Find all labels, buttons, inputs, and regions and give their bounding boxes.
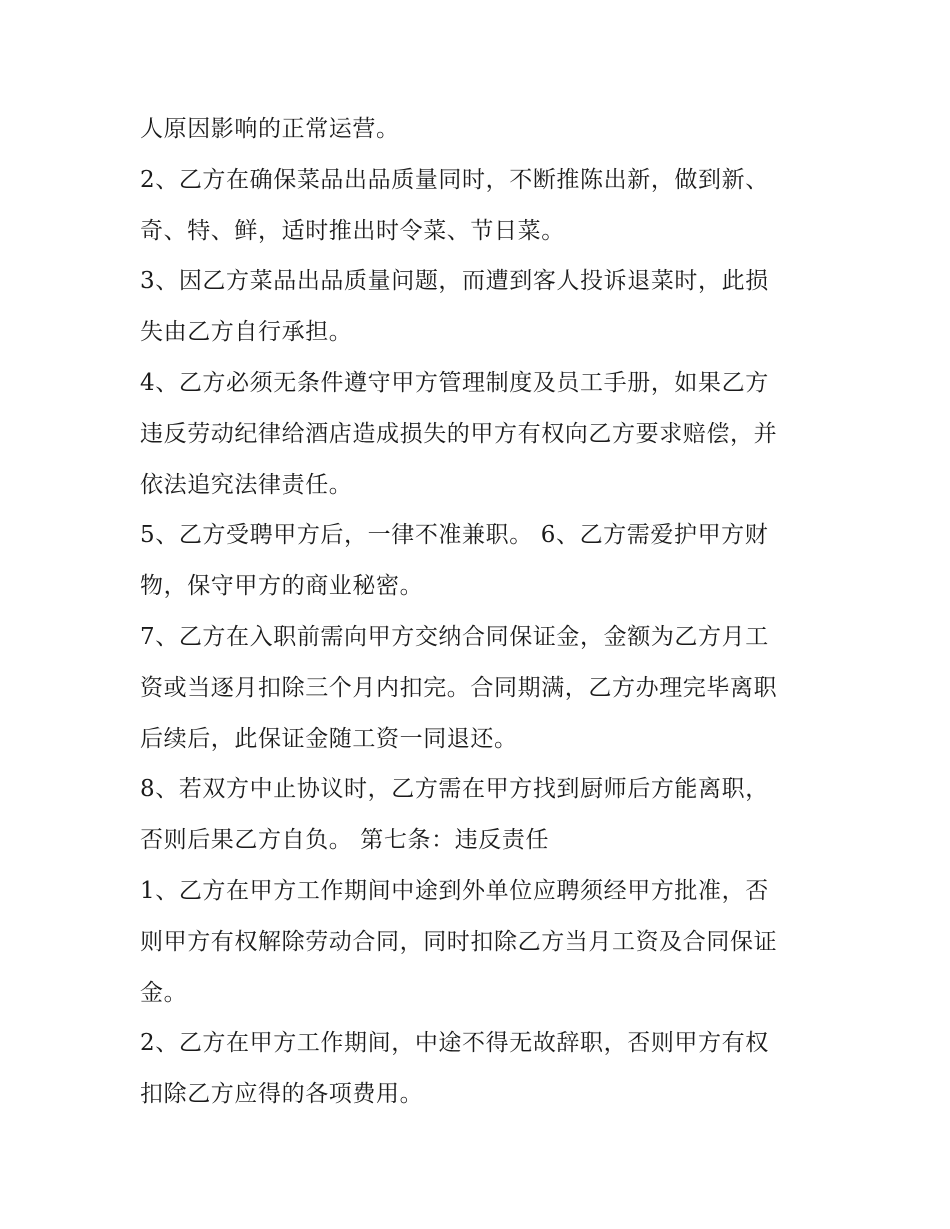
text-line: 8、若双方中止协议时，乙方需在甲方找到厨师后方能离职， <box>140 776 769 803</box>
text-line: 失由乙方自行承担。 <box>140 319 353 346</box>
text-line: 奇、特、鲜，适时推出时令菜、节日菜。 <box>140 217 565 244</box>
text-line: 则甲方有权解除劳动合同，同时扣除乙方当月工资及合同保证 <box>140 928 778 955</box>
text-line: 物，保守甲方的商业秘密。 <box>140 573 424 600</box>
text-line: 3、因乙方菜品出品质量问题，而遭到客人投诉退菜时，此损 <box>140 268 769 295</box>
text-line: 金。 <box>140 979 188 1006</box>
text-line: 后续后，此保证金随工资一同退还。 <box>140 725 518 752</box>
text-line: 违反劳动纪律给酒店造成损失的甲方有权向乙方要求赔偿，并 <box>140 420 778 447</box>
text-line: 资或当逐月扣除三个月内扣完。合同期满，乙方办理完毕离职 <box>140 674 778 701</box>
text-line: 5、乙方受聘甲方后，一律不准兼职。 6、乙方需爱护甲方财 <box>140 522 769 549</box>
text-line: 2、乙方在确保菜品出品质量同时，不断推陈出新，做到新、 <box>140 166 769 193</box>
text-line: 2、乙方在甲方工作期间，中途不得无故辞职，否则甲方有权 <box>140 1030 769 1057</box>
text-line: 4、乙方必须无条件遵守甲方管理制度及员工手册，如果乙方 <box>140 369 769 396</box>
text-line: 7、乙方在入职前需向甲方交纳合同保证金，金额为乙方月工 <box>140 623 769 650</box>
text-line: 否则后果乙方自负。 第七条：违反责任 <box>140 827 550 854</box>
text-line: 依法追究法律责任。 <box>140 471 353 498</box>
text-line: 扣除乙方应得的各项费用。 <box>140 1081 424 1108</box>
document-body <box>140 104 830 1120</box>
text-line: 人原因影响的正常运营。 <box>140 116 400 142</box>
text-line: 1、乙方在甲方工作期间中途到外单位应聘须经甲方批准，否 <box>140 877 769 904</box>
